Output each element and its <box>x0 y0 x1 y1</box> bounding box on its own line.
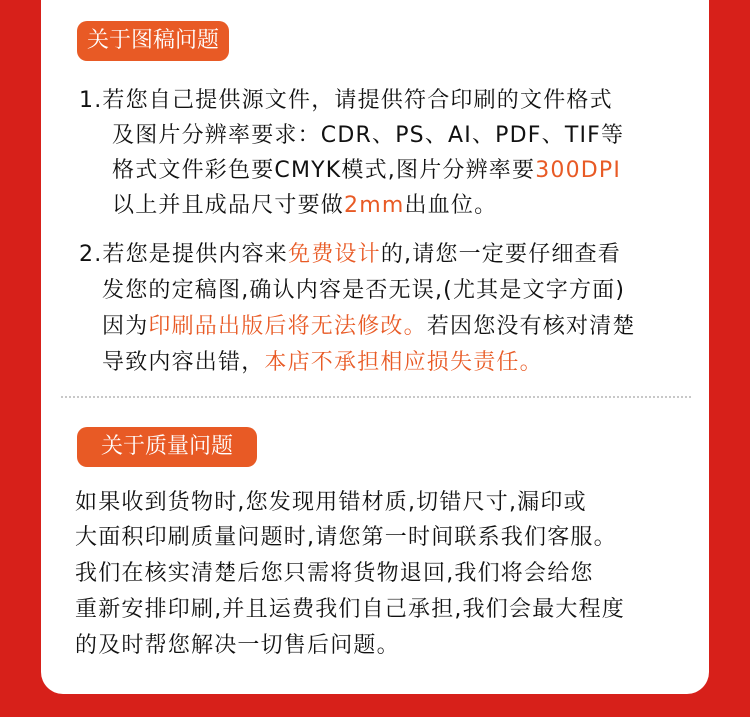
content-card <box>41 0 709 694</box>
artwork-item2-line2: 发您的定稿图,确认内容是否无误,(尤其是文字方面) <box>102 278 626 303</box>
artwork-item2-line1-text: 2.若您是提供内容来 <box>79 242 288 267</box>
artwork-item1-line3 <box>112 156 621 186</box>
artwork-item1-line4-end: 出血位。 <box>404 193 498 218</box>
quality-line-4: 重新安排印刷,并且运费我们自己承担,我们会最大程度 <box>75 597 625 622</box>
quality-line-1: 如果收到货物时,您发现用错材质,切错尺寸,漏印或 <box>75 490 587 515</box>
section-tag-artwork: 关于图稿问题 <box>77 21 229 61</box>
no-liability-highlight: 本店不承担相应损失责任。 <box>264 350 543 375</box>
artwork-item2-line4-text: 导致内容出错， <box>102 350 265 375</box>
section-divider <box>61 396 691 398</box>
artwork-item1-line1: 1.若您自己提供源文件，请提供符合印刷的文件格式 <box>79 88 613 113</box>
artwork-item2-line4 <box>102 348 543 378</box>
quality-line-5: 的及时帮您解决一切售后问题。 <box>75 633 400 658</box>
section-tag-quality: 关于质量问题 <box>77 427 257 467</box>
artwork-dpi-highlight: 300DPI <box>535 158 622 183</box>
free-design-highlight: 免费设计 <box>288 242 381 267</box>
artwork-item1-line4-text: 以上并且成品尺寸要做 <box>112 193 345 218</box>
quality-line-2: 大面积印刷质量问题时,请您第一时间联系我们客服。 <box>75 525 617 550</box>
artwork-item2-line3-end: 若因您没有核对清楚 <box>426 314 636 339</box>
artwork-item1-line4 <box>112 191 497 221</box>
artwork-item1-line2: 及图片分辨率要求：CDR、PS、AI、PDF、TIF等 <box>112 123 625 148</box>
no-edit-highlight: 印刷品出版后将无法修改。 <box>148 314 427 339</box>
artwork-item1-line3-text: 格式文件彩色要CMYK模式,图片分辨率要 <box>112 158 536 183</box>
artwork-item2-line3-text: 因为 <box>102 314 149 339</box>
artwork-item2-line3 <box>102 312 636 342</box>
artwork-bleed-highlight: 2mm <box>344 193 405 218</box>
artwork-item2-line1 <box>79 240 621 270</box>
quality-line-3: 我们在核实清楚后您只需将货物退回,我们将会给您 <box>75 561 594 586</box>
artwork-item2-line1-end: 的,请您一定要仔细查看 <box>380 242 622 267</box>
